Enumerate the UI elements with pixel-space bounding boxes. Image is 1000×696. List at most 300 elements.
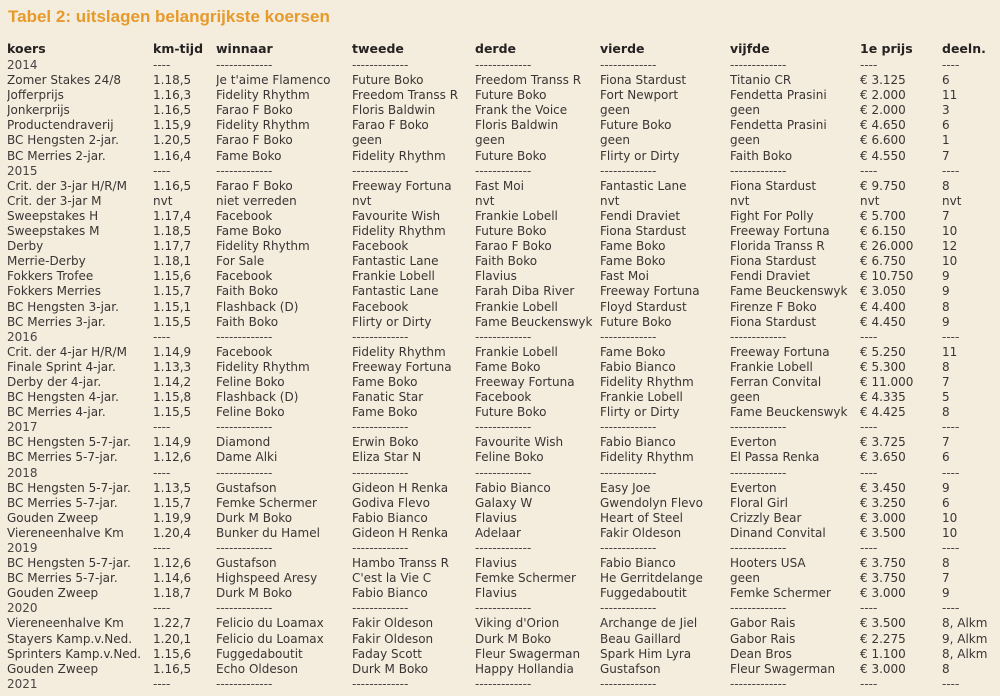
cell-vijfde: Hooters USA — [730, 556, 806, 571]
table-row — [7, 103, 997, 118]
cell-tweede: ------------- — [352, 329, 409, 344]
cell-tweede: ------------- — [352, 420, 409, 435]
cell-tweede: Eliza Star N — [352, 450, 422, 465]
cell-vierde: Future Boko — [600, 314, 672, 329]
cell-derde: Future Boko — [475, 88, 547, 103]
cell-deeln: 9 — [942, 480, 950, 495]
table-row — [7, 375, 997, 390]
cell-deeln: ---- — [942, 58, 960, 72]
cell-tweede: Fanatic Star — [352, 390, 424, 405]
cell-winnaar: Facebook — [216, 208, 273, 223]
cell-vierde: Fabio Bianco — [600, 556, 676, 571]
cell-vijfde: Dean Bros — [730, 646, 792, 661]
header-row — [7, 40, 997, 58]
cell-tweede: Fantastic Lane — [352, 284, 439, 299]
cell-km-tijd: 1.17,7 — [153, 239, 192, 254]
cell-winnaar: Facebook — [216, 269, 273, 284]
cell-koers: Derby — [7, 239, 44, 254]
cell-deeln: ---- — [942, 163, 960, 178]
cell-vierde: Heart of Steel — [600, 510, 684, 525]
cell-tweede: Frankie Lobell — [352, 269, 435, 284]
cell-km-tijd: 1.12,6 — [153, 450, 192, 465]
cell-vijfde: Freeway Fortuna — [730, 344, 830, 359]
cell-deeln: 11 — [942, 88, 958, 103]
cell-vierde: ------------- — [600, 163, 657, 178]
cell-deeln: 10 — [942, 254, 958, 269]
cell-vierde: Fiona Stardust — [600, 73, 687, 88]
cell-koers: Productendraverij — [7, 118, 114, 133]
cell-vierde: Frankie Lobell — [600, 390, 683, 405]
cell-vierde: Beau Gaillard — [600, 631, 681, 646]
cell-vijfde: geen — [730, 390, 760, 405]
cell-deeln: 6 — [942, 118, 950, 133]
cell-1e-prijs: ---- — [860, 676, 878, 691]
cell-winnaar: Felicio du Loamax — [216, 631, 324, 646]
cell-km-tijd: 1.20,5 — [153, 133, 192, 148]
cell-vierde: Fabio Bianco — [600, 359, 676, 374]
cell-1e-prijs: € 5.250 — [860, 344, 906, 359]
cell-vierde: ------------- — [600, 420, 657, 435]
cell-derde: Fame Boko — [475, 359, 541, 374]
cell-vijfde: Gabor Rais — [730, 616, 796, 631]
cell-derde: Fast Moi — [475, 178, 524, 193]
cell-deeln: 7 — [942, 148, 950, 163]
cell-vierde: He Gerritdelange — [600, 571, 703, 586]
cell-tweede: Hambo Transs R — [352, 556, 449, 571]
cell-koers: Crit. der 4-jar H/R/M — [7, 344, 127, 359]
cell-vierde: Fendi Draviet — [600, 208, 681, 223]
cell-vijfde: ------------- — [730, 465, 787, 480]
cell-1e-prijs: € 2.275 — [860, 631, 906, 646]
cell-tweede: Fantastic Lane — [352, 254, 439, 269]
cell-deeln: ---- — [942, 601, 960, 616]
cell-1e-prijs: € 3.450 — [860, 480, 906, 495]
column-header-koers: koers — [7, 41, 46, 56]
cell-vierde: Flirty or Dirty — [600, 148, 680, 163]
cell-1e-prijs: € 3.725 — [860, 435, 906, 450]
cell-deeln: 8 — [942, 661, 950, 676]
cell-vierde: ------------- — [600, 601, 657, 616]
cell-vierde: Fame Boko — [600, 344, 666, 359]
cell-tweede: C'est la Vie C — [352, 571, 432, 586]
cell-koers: Fokkers Trofee — [7, 269, 94, 284]
cell-km-tijd: 1.14,6 — [153, 571, 192, 586]
cell-deeln: 9 — [942, 269, 950, 284]
cell-tweede: Fakir Oldeson — [352, 631, 434, 646]
cell-deeln: 6 — [942, 450, 950, 465]
cell-koers: BC Merries 5-7-jar. — [7, 571, 118, 586]
cell-koers: 2018 — [7, 465, 38, 480]
cell-vierde: geen — [600, 103, 630, 118]
cell-deeln: 1 — [942, 133, 950, 148]
cell-vierde: ------------- — [600, 329, 657, 344]
cell-vierde: Fakir Oldeson — [600, 525, 682, 540]
cell-vierde: Fame Boko — [600, 239, 666, 254]
cell-koers: BC Merries 4-jar. — [7, 405, 106, 420]
cell-km-tijd: 1.20,4 — [153, 525, 192, 540]
cell-derde: Farao F Boko — [475, 239, 552, 254]
cell-deeln: 8 — [942, 299, 950, 314]
cell-km-tijd: 1.18,1 — [153, 254, 192, 269]
table-row — [7, 496, 997, 511]
cell-winnaar: ------------- — [216, 163, 273, 178]
cell-derde: ------------- — [475, 676, 532, 691]
cell-koers: Sweepstakes H — [7, 208, 99, 223]
cell-tweede: Erwin Boko — [352, 435, 419, 450]
cell-vierde: ------------- — [600, 541, 657, 555]
cell-koers: BC Merries 3-jar. — [7, 314, 106, 329]
cell-1e-prijs: ---- — [860, 58, 878, 72]
cell-vijfde: Ferran Convital — [730, 374, 822, 389]
cell-tweede: Future Boko — [352, 73, 424, 88]
cell-koers: Viereneenhalve Km — [7, 616, 124, 631]
year-row — [7, 58, 997, 73]
table-row — [7, 118, 997, 133]
cell-winnaar: Farao F Boko — [216, 103, 293, 118]
cell-winnaar: Fidelity Rhythm — [216, 88, 310, 103]
cell-koers: 2016 — [7, 329, 38, 344]
cell-koers: Sprinters Kamp.v.Ned. — [7, 646, 142, 661]
cell-winnaar: Feline Boko — [216, 374, 285, 389]
cell-derde: Feline Boko — [475, 450, 544, 465]
year-row — [7, 164, 997, 179]
cell-1e-prijs: ---- — [860, 541, 878, 555]
cell-1e-prijs: € 6.600 — [860, 133, 906, 148]
cell-tweede: ------------- — [352, 465, 409, 480]
cell-km-tijd: nvt — [153, 193, 173, 208]
cell-vijfde: Fendi Draviet — [730, 269, 811, 284]
table-row — [7, 616, 997, 631]
cell-tweede: Fame Boko — [352, 405, 418, 420]
table-title: Tabel 2: uitslagen belangrijkste koersen — [8, 7, 330, 26]
cell-1e-prijs: € 3.750 — [860, 556, 906, 571]
cell-vijfde: Femke Schermer — [730, 586, 831, 601]
cell-winnaar: For Sale — [216, 254, 265, 269]
table-row — [7, 345, 997, 360]
cell-tweede: ------------- — [352, 58, 409, 72]
year-row — [7, 677, 997, 692]
cell-derde: ------------- — [475, 420, 532, 435]
cell-km-tijd: 1.16,5 — [153, 661, 192, 676]
column-header-deeln: deeln. — [942, 41, 986, 56]
table-row — [7, 556, 997, 571]
cell-deeln: 5 — [942, 390, 950, 405]
cell-deeln: 8 — [942, 178, 950, 193]
cell-derde: Future Boko — [475, 224, 547, 239]
cell-winnaar: Bunker du Hamel — [216, 525, 320, 540]
cell-tweede: Fidelity Rhythm — [352, 344, 446, 359]
cell-1e-prijs: € 3.650 — [860, 450, 906, 465]
cell-vijfde: ------------- — [730, 58, 787, 72]
cell-1e-prijs: ---- — [860, 465, 878, 480]
cell-deeln: 11 — [942, 344, 958, 359]
cell-tweede: Fabio Bianco — [352, 510, 428, 525]
cell-deeln: ---- — [942, 420, 960, 435]
cell-winnaar: Fame Boko — [216, 148, 282, 163]
cell-tweede: Godiva Flevo — [352, 495, 430, 510]
cell-tweede: Durk M Boko — [352, 661, 429, 676]
year-row — [7, 330, 997, 345]
cell-km-tijd: 1.14,9 — [153, 435, 192, 450]
cell-koers: Crit. der 3-jar H/R/M — [7, 178, 127, 193]
year-row — [7, 420, 997, 435]
results-table — [7, 40, 997, 692]
cell-vijfde: Florida Transs R — [730, 239, 825, 254]
cell-vijfde: nvt — [730, 193, 750, 208]
cell-koers: 2021 — [7, 676, 38, 691]
cell-tweede: Fidelity Rhythm — [352, 224, 446, 239]
cell-winnaar: Fuggedaboutit — [216, 646, 303, 661]
table-row — [7, 179, 997, 194]
cell-tweede: geen — [352, 133, 382, 148]
cell-vijfde: Fiona Stardust — [730, 254, 817, 269]
cell-vierde: Fantastic Lane — [600, 178, 687, 193]
cell-km-tijd: 1.18,5 — [153, 73, 192, 88]
cell-tweede: Facebook — [352, 299, 409, 314]
cell-koers: Crit. der 3-jar M — [7, 193, 102, 208]
cell-1e-prijs: € 3.000 — [860, 510, 906, 525]
cell-winnaar: Feline Boko — [216, 405, 285, 420]
cell-winnaar: Dame Alki — [216, 450, 278, 465]
cell-vierde: Freeway Fortuna — [600, 284, 700, 299]
cell-tweede: ------------- — [352, 541, 409, 555]
cell-km-tijd: 1.15,8 — [153, 390, 192, 405]
cell-1e-prijs: € 4.450 — [860, 314, 906, 329]
cell-koers: Zomer Stakes 24/8 — [7, 73, 121, 88]
cell-koers: Merrie-Derby — [7, 254, 86, 269]
table-row — [7, 390, 997, 405]
cell-derde: Floris Baldwin — [475, 118, 559, 133]
cell-deeln: 10 — [942, 510, 958, 525]
cell-tweede: Fame Boko — [352, 374, 418, 389]
cell-derde: Flavius — [475, 510, 517, 525]
cell-koers: Gouden Zweep — [7, 661, 99, 676]
cell-km-tijd: ---- — [153, 465, 171, 480]
cell-vierde: ------------- — [600, 465, 657, 480]
cell-1e-prijs: € 3.000 — [860, 661, 906, 676]
cell-koers: Jofferprijs — [7, 88, 64, 103]
cell-vierde: Fort Newport — [600, 88, 679, 103]
cell-km-tijd: ---- — [153, 601, 171, 616]
cell-1e-prijs: € 9.750 — [860, 178, 906, 193]
cell-vierde: Floyd Stardust — [600, 299, 687, 314]
cell-derde: Durk M Boko — [475, 631, 552, 646]
cell-deeln: 9 — [942, 284, 950, 299]
cell-vierde: Easy Joe — [600, 480, 651, 495]
cell-deeln: 7 — [942, 208, 950, 223]
table-row — [7, 254, 997, 269]
cell-vijfde: Floral Girl — [730, 495, 788, 510]
cell-tweede: Freeway Fortuna — [352, 359, 452, 374]
cell-deeln: 7 — [942, 374, 950, 389]
cell-koers: BC Hengsten 5-7-jar. — [7, 480, 131, 495]
cell-derde: Fleur Swagerman — [475, 646, 581, 661]
cell-winnaar: Fidelity Rhythm — [216, 118, 310, 133]
cell-vijfde: Titanio CR — [730, 73, 792, 88]
cell-winnaar: Durk M Boko — [216, 586, 293, 601]
table-row — [7, 511, 997, 526]
cell-km-tijd: 1.14,2 — [153, 374, 192, 389]
cell-vierde: Spark Him Lyra — [600, 646, 692, 661]
cell-derde: ------------- — [475, 58, 532, 72]
table-row — [7, 481, 997, 496]
cell-km-tijd: 1.16,4 — [153, 148, 192, 163]
cell-km-tijd: 1.15,7 — [153, 284, 192, 299]
cell-deeln: 7 — [942, 571, 950, 586]
cell-vierde: ------------- — [600, 58, 657, 72]
cell-koers: BC Hengsten 4-jar. — [7, 390, 119, 405]
cell-1e-prijs: ---- — [860, 601, 878, 616]
cell-km-tijd: 1.14,9 — [153, 344, 192, 359]
cell-deeln: ---- — [942, 676, 960, 691]
cell-derde: ------------- — [475, 601, 532, 616]
cell-km-tijd: ---- — [153, 58, 171, 72]
cell-derde: Frankie Lobell — [475, 208, 558, 223]
cell-koers: Gouden Zweep — [7, 510, 99, 525]
cell-derde: Flavius — [475, 556, 517, 571]
cell-deeln: 8 — [942, 405, 950, 420]
cell-1e-prijs: € 2.000 — [860, 88, 906, 103]
cell-vijfde: Fendetta Prasini — [730, 118, 827, 133]
table-row — [7, 239, 997, 254]
cell-deeln: ---- — [942, 329, 960, 344]
cell-km-tijd: 1.18,5 — [153, 224, 192, 239]
cell-vijfde: geen — [730, 103, 760, 118]
cell-koers: BC Merries 2-jar. — [7, 148, 106, 163]
cell-winnaar: Faith Boko — [216, 314, 279, 329]
cell-vijfde: Everton — [730, 480, 777, 495]
cell-vijfde: Fleur Swagerman — [730, 661, 836, 676]
cell-vijfde: Fame Beuckenswyk — [730, 405, 848, 420]
cell-vierde: Fidelity Rhythm — [600, 450, 694, 465]
table-row — [7, 526, 997, 541]
cell-tweede: ------------- — [352, 601, 409, 616]
cell-winnaar: Farao F Boko — [216, 133, 293, 148]
cell-vijfde: Fendetta Prasini — [730, 88, 827, 103]
cell-winnaar: ------------- — [216, 676, 273, 691]
cell-tweede: Gideon H Renka — [352, 480, 449, 495]
table-row — [7, 209, 997, 224]
table-row — [7, 269, 997, 284]
table-row — [7, 194, 997, 209]
cell-km-tijd: 1.16,5 — [153, 178, 192, 193]
cell-1e-prijs: € 3.125 — [860, 73, 906, 88]
cell-km-tijd: ---- — [153, 541, 171, 555]
cell-km-tijd: ---- — [153, 329, 171, 344]
cell-1e-prijs: € 11.000 — [860, 374, 914, 389]
cell-deeln: 8 — [942, 556, 950, 571]
cell-derde: Femke Schermer — [475, 571, 576, 586]
year-row — [7, 466, 997, 481]
cell-1e-prijs: € 6.750 — [860, 254, 906, 269]
cell-derde: nvt — [475, 193, 495, 208]
cell-km-tijd: 1.16,5 — [153, 103, 192, 118]
cell-deeln: 10 — [942, 224, 958, 239]
cell-koers: BC Hengsten 5-7-jar. — [7, 435, 131, 450]
column-header-tweede: tweede — [352, 41, 404, 56]
cell-1e-prijs: € 3.050 — [860, 284, 906, 299]
cell-deeln: 3 — [942, 103, 950, 118]
column-header-1e-prijs: 1e prijs — [860, 41, 913, 56]
cell-km-tijd: 1.22,7 — [153, 616, 192, 631]
cell-derde: Fabio Bianco — [475, 480, 551, 495]
cell-koers: 2020 — [7, 601, 38, 616]
cell-winnaar: ------------- — [216, 420, 273, 435]
cell-vijfde: Fight For Polly — [730, 208, 814, 223]
cell-derde: Favourite Wish — [475, 435, 564, 450]
cell-deeln: 7 — [942, 435, 950, 450]
cell-winnaar: Gustafson — [216, 480, 277, 495]
cell-tweede: Favourite Wish — [352, 208, 441, 223]
cell-koers: 2014 — [7, 58, 38, 72]
cell-winnaar: ------------- — [216, 601, 273, 616]
cell-1e-prijs: € 4.425 — [860, 405, 906, 420]
cell-koers: Fokkers Merries — [7, 284, 102, 299]
cell-deeln: 6 — [942, 73, 950, 88]
cell-vijfde: ------------- — [730, 676, 787, 691]
cell-derde: Fame Beuckenswyk — [475, 314, 593, 329]
cell-1e-prijs: € 10.750 — [860, 269, 914, 284]
cell-winnaar: Fidelity Rhythm — [216, 239, 310, 254]
cell-koers: Finale Sprint 4-jar. — [7, 359, 116, 374]
cell-derde: ------------- — [475, 163, 532, 178]
cell-derde: Facebook — [475, 390, 532, 405]
cell-km-tijd: 1.19,9 — [153, 510, 192, 525]
cell-vijfde: Crizzly Bear — [730, 510, 802, 525]
cell-derde: Faith Boko — [475, 254, 538, 269]
cell-koers: Jonkerprijs — [7, 103, 70, 118]
cell-derde: ------------- — [475, 329, 532, 344]
cell-1e-prijs: € 3.250 — [860, 495, 906, 510]
cell-vierde: Future Boko — [600, 118, 672, 133]
cell-vierde: ------------- — [600, 676, 657, 691]
cell-koers: BC Hengsten 2-jar. — [7, 133, 119, 148]
cell-deeln: 9 — [942, 314, 950, 329]
cell-vijfde: ------------- — [730, 541, 787, 555]
cell-km-tijd: 1.13,3 — [153, 359, 192, 374]
cell-winnaar: Fidelity Rhythm — [216, 359, 310, 374]
cell-1e-prijs: € 4.400 — [860, 299, 906, 314]
cell-deeln: 9 — [942, 586, 950, 601]
cell-vijfde: Faith Boko — [730, 148, 793, 163]
cell-vierde: Fuggedaboutit — [600, 586, 687, 601]
cell-vijfde: Freeway Fortuna — [730, 224, 830, 239]
cell-km-tijd: 1.15,6 — [153, 646, 192, 661]
cell-winnaar: niet verreden — [216, 193, 297, 208]
cell-winnaar: Femke Schermer — [216, 495, 317, 510]
cell-1e-prijs: € 5.300 — [860, 359, 906, 374]
cell-derde: Freeway Fortuna — [475, 374, 575, 389]
cell-winnaar: ------------- — [216, 465, 273, 480]
cell-winnaar: Durk M Boko — [216, 510, 293, 525]
cell-derde: ------------- — [475, 465, 532, 480]
table-row — [7, 586, 997, 601]
table-row — [7, 315, 997, 330]
table-row — [7, 300, 997, 315]
cell-koers: 2017 — [7, 420, 38, 435]
year-row — [7, 541, 997, 556]
cell-vijfde: ------------- — [730, 163, 787, 178]
cell-vierde: nvt — [600, 193, 620, 208]
column-header-winnaar: winnaar — [216, 41, 273, 56]
cell-tweede: nvt — [352, 193, 372, 208]
cell-km-tijd: 1.15,6 — [153, 269, 192, 284]
cell-deeln: 12 — [942, 239, 958, 254]
table-row — [7, 224, 997, 239]
cell-vierde: Gustafson — [600, 661, 661, 676]
cell-vierde: Fame Boko — [600, 254, 666, 269]
cell-1e-prijs: nvt — [860, 193, 880, 208]
